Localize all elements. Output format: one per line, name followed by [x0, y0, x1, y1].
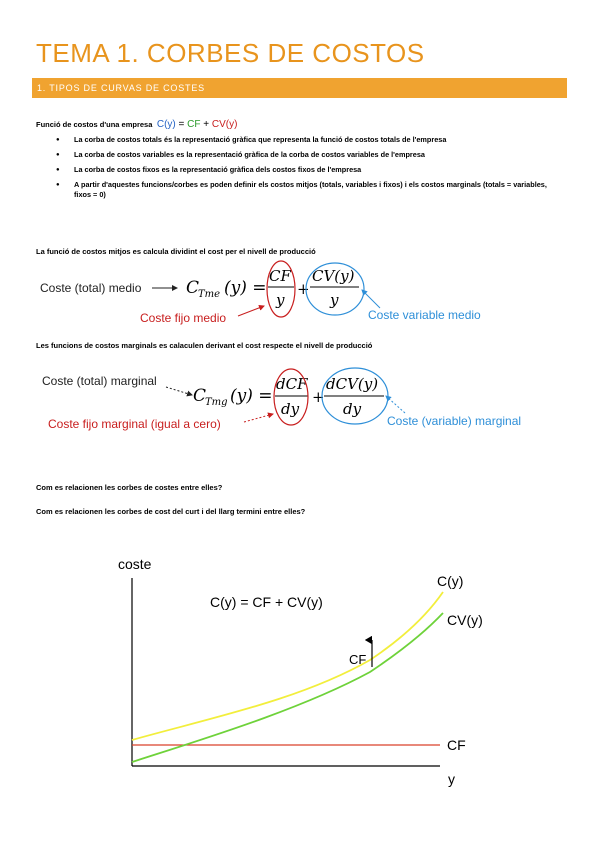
graph-y-axis-label: coste [118, 556, 152, 572]
avg-fixed-label: Coste fijo medio [140, 311, 227, 325]
variable-cost-label: CV(y) [447, 612, 483, 628]
marg-lhs: C [193, 386, 207, 406]
variable-cost-curve [132, 613, 443, 762]
list-item: ● La corba de costos totals és la representació gràfica que representa la funció de costos totals de l'empresa [56, 135, 556, 145]
marg-num1: dCF [276, 375, 308, 393]
avg-lhs: C [186, 278, 200, 298]
avg-lhs-arg: (y) = [224, 278, 267, 298]
total-cost-curve [132, 592, 443, 740]
list-item: ● La corba de costos fixos es la representació gràfica dels costos fixos de l'empresa [56, 165, 556, 175]
marg-lhs-sub: Tmg [205, 397, 228, 408]
question-1: Com es relacionen les corbes de costes entre elles? [36, 483, 223, 492]
formula-c: C(y) [156, 119, 176, 130]
avg-lhs-sub: Tme [198, 289, 221, 300]
marg-variable-label: Coste (variable) marginal [387, 414, 522, 428]
cf-line-label: CF [447, 737, 466, 753]
marg-lhs-arg: (y) = [230, 386, 273, 406]
section-header: 1. TIPOS DE CURVAS DE COSTES [32, 78, 567, 98]
page-title: TEMA 1. CORBES DE COSTOS [36, 38, 425, 68]
formula-cv: CV(y) [211, 119, 238, 130]
marg-den1: dy [281, 400, 300, 418]
marg-num2: dCV(y) [326, 375, 379, 393]
graph-equation: C(y) = CF + CV(y) [210, 594, 323, 610]
marg-plus: + [312, 388, 325, 406]
avg-num1: CF [269, 267, 291, 285]
avg-num2: CV(y) [312, 267, 355, 285]
avg-variable-label: Coste variable medio [368, 308, 481, 322]
avg-plus: + [297, 280, 310, 298]
graph-x-axis-label: y [448, 771, 455, 787]
total-cost-label: C(y) [437, 573, 464, 589]
formula-plus: + [200, 119, 212, 130]
list-item: ● A partir d'aquestes funcions/corbes es poden definir els costos mitjos (totals, variables i fixos) i els costos marginals (totals = variables, fixos = 0) [56, 180, 556, 200]
marg-den2: dy [343, 400, 362, 418]
avg-left-label: Coste (total) medio [40, 281, 142, 295]
avg-den1: y [276, 291, 285, 309]
formula-eq: = [175, 119, 188, 130]
cf-gap-label: CF [349, 652, 367, 667]
question-2: Com es relacionen les corbes de cost del curt i del llarg termini entre elles? [36, 507, 306, 516]
formula-cf: CF [187, 119, 201, 130]
marg-fixed-label: Coste fijo marginal (igual a cero) [48, 417, 221, 431]
marg-cost-intro: Les funcions de costos marginals es calaculen derivant el cost respecte el nivell de producció [36, 341, 373, 350]
list-item: ● La corba de costos variables es la representació gràfica de la corba de costos variables de l'empresa [56, 150, 556, 160]
avg-den2: y [330, 291, 339, 309]
avg-cost-intro: La funció de costos mitjos es calcula dividint el cost per el nivell de producció [36, 247, 316, 256]
intro-label: Funció de costos d'una empresa [36, 120, 153, 129]
marg-left-label: Coste (total) marginal [42, 374, 157, 388]
